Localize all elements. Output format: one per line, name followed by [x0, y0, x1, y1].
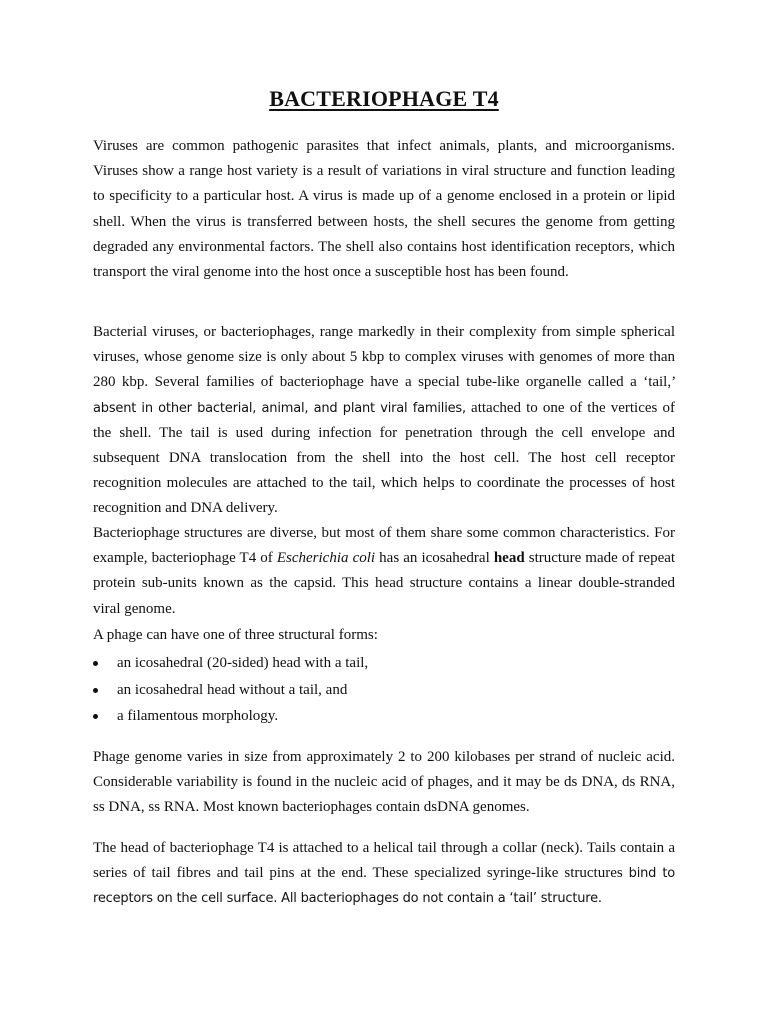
- paragraph-sans-text: bind to receptors on the cell surface. All bacteriophages do not contain a ‘tail’ structure.: [93, 866, 676, 907]
- list-item: an icosahedral head without a tail, and: [93, 677, 675, 704]
- paragraph-genome-size: Phage genome varies in size from approximately 2 to 200 kilobases per strand of nucleic acid. Considerable variability is found in the nucleic acid of phages, and it may be ds DNA, ds RNA, ss DNA, ss RNA. Most known bacteriophages contain dsDNA genomes.: [93, 749, 675, 816]
- paragraph-head-tail: [93, 836, 675, 912]
- bullet-icon: [93, 661, 98, 666]
- paragraph-text: Bacteriophage structures are diverse, but most of them share some common characteristics. For example, bacteriophage T4 of: [93, 525, 675, 567]
- paragraph-text: The head of bacteriophage T4 is attached to a helical tail through a collar (neck). Tails contain a series of tail fibres and tail pins at the end. These specialized syringe-like structures: [93, 840, 675, 882]
- species-name: Escherichia coli: [276, 550, 376, 567]
- paragraph-text: Bacterial viruses, or bacteriophages, range markedly in their complexity from simple spherical viruses, whose genome size is only about 5 kbp to complex viruses with genomes of more than 280 kbp. Several families of bacteriophage have a special tube-like organelle called a ‘tail,’: [93, 324, 675, 391]
- paragraph-bacterial-viruses: [93, 320, 675, 522]
- paragraph-text: structure made of repeat protein sub-units known as the capsid. This head structure contains a linear double-stranded viral genome.: [93, 550, 676, 617]
- bullet-icon: [93, 714, 98, 719]
- paragraph-text: attached to one of the vertices of the shell. The tail is used during infection for penetration through the cell envelope and subsequent DNA translocation from the shell into the host cell. The host cell receptor recognition molecules are attached to the tail, which helps to coordinate the processes of host recognition and DNA delivery.: [93, 399, 675, 517]
- bold-term-head: head: [493, 550, 525, 567]
- list-item: an icosahedral (20-sided) head with a tail,: [93, 650, 675, 677]
- bullet-icon: [93, 688, 98, 693]
- paragraph-sans-text: absent in other bacterial, animal, and plant viral families,: [93, 400, 466, 416]
- page-title: BACTERIOPHAGE T4: [269, 86, 499, 111]
- paragraph-structures: [93, 521, 675, 622]
- paragraph-viruses-intro: Viruses are common pathogenic parasites that infect animals, plants, and microorganisms. Viruses show a range host variety is a result of variations in viral structure and function leading to specificity to a particular host. A virus is made up of a genome enclosed in a protein or lipid shell. When the virus is transferred between hosts, the shell secures the genome from getting degraded any environmental factors. The shell also contains host identification receptors, which transport the viral genome into the host once a susceptible host has been found.: [93, 138, 675, 281]
- paragraph-text: has an icosahedral: [379, 550, 490, 567]
- paragraph-structural-forms: A phage can have one of three structural forms:: [93, 627, 378, 643]
- list-item: a filamentous morphology.: [93, 703, 675, 730]
- structural-forms-list: [93, 650, 675, 730]
